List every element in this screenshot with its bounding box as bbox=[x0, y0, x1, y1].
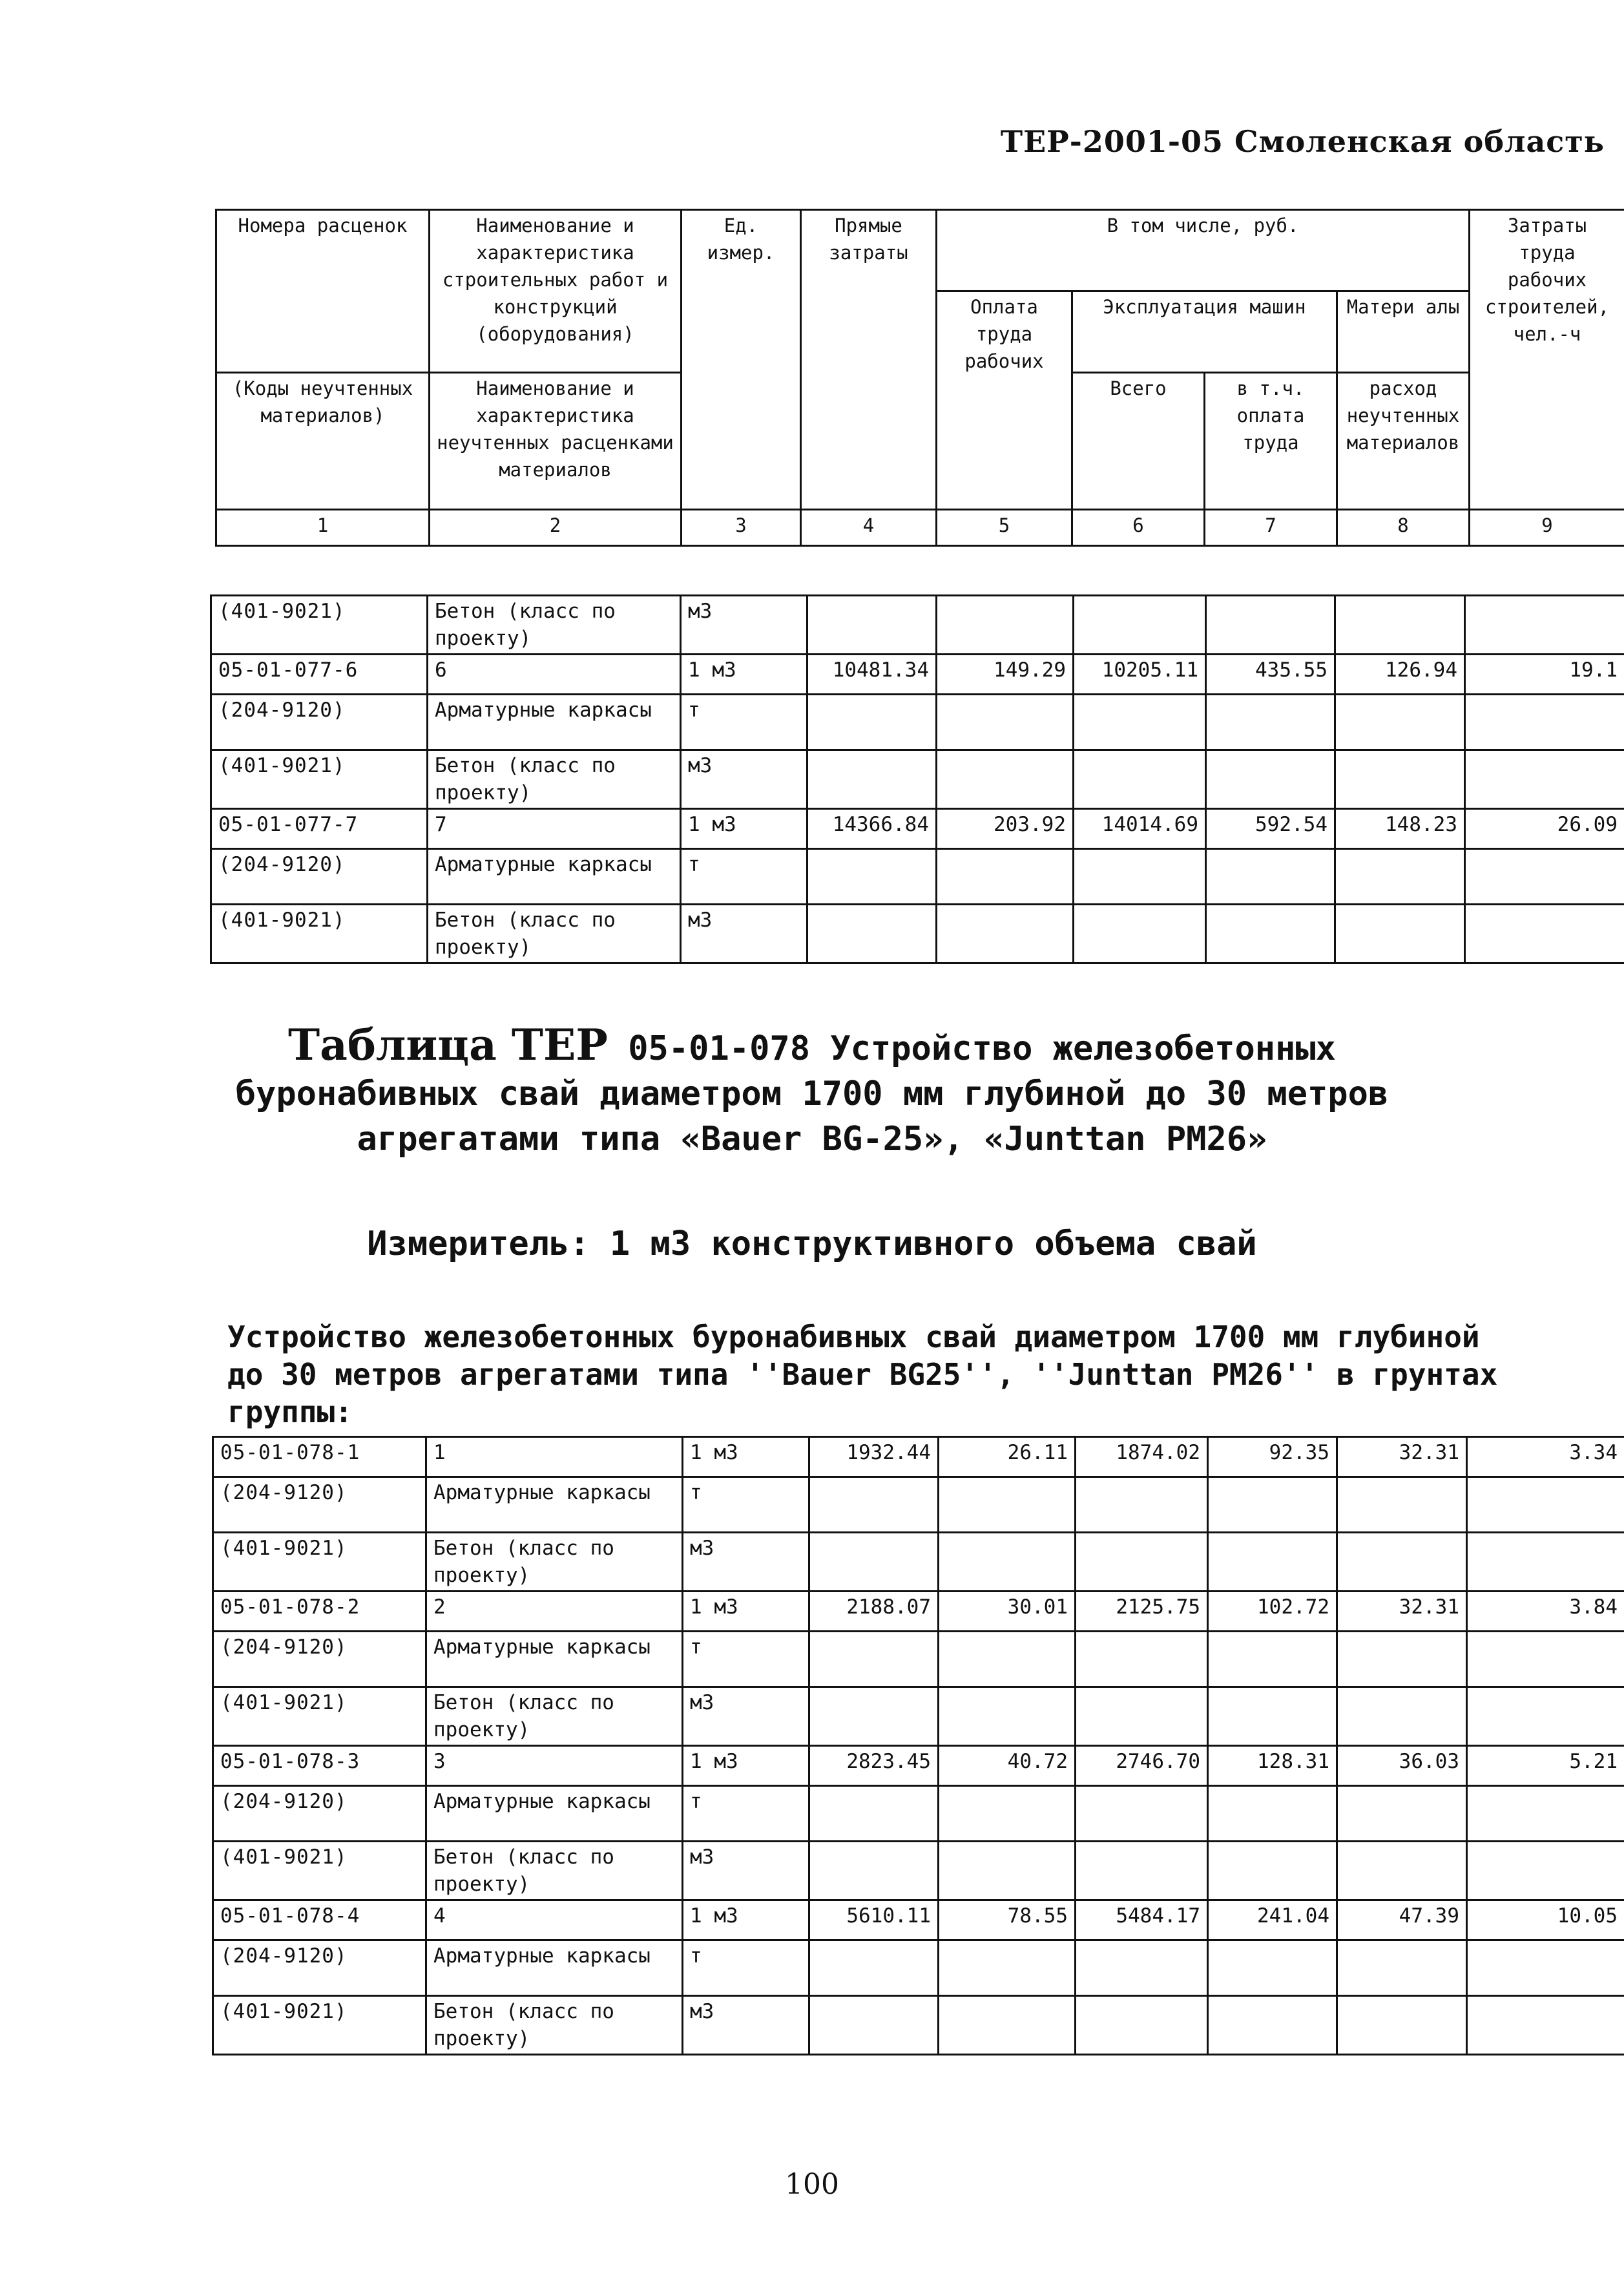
material-row bbox=[213, 1632, 1624, 1687]
cell-materials: 32.31 bbox=[1337, 1592, 1467, 1632]
section-description: Устройство железобетонных буронабивных свай диаметром 1700 мм глубиной до 30 метров агрегатами типа ''Bauer BG25'', ''Junttan PM26'' в грунтах группы: bbox=[227, 1319, 1498, 1429]
row-name: 3 bbox=[426, 1746, 683, 1786]
cell-labor-hours bbox=[1467, 1687, 1624, 1746]
cell-machines-wages bbox=[1208, 1940, 1337, 1996]
cell-wages bbox=[939, 1996, 1076, 2055]
cell-direct-costs: 1932.44 bbox=[809, 1437, 939, 1477]
row-code: (401-9021) bbox=[211, 596, 428, 655]
price-row bbox=[213, 1746, 1624, 1786]
cell-labor-hours bbox=[1467, 1786, 1624, 1842]
row-name: 6 bbox=[428, 655, 681, 695]
cell-machines-total bbox=[1076, 1533, 1208, 1592]
cell-machines-total: 5484.17 bbox=[1076, 1900, 1208, 1940]
cell-machines-total bbox=[1076, 1842, 1208, 1900]
row-name: Бетон (класс по проекту) bbox=[428, 596, 681, 655]
cell-machines-total bbox=[1076, 1477, 1208, 1533]
row-code: (204-9120) bbox=[213, 1632, 426, 1687]
cell-direct-costs bbox=[809, 1477, 939, 1533]
row-code: 05-01-077-7 bbox=[211, 809, 428, 849]
cell-labor-hours bbox=[1465, 905, 1624, 963]
col-number: 3 bbox=[682, 510, 801, 546]
row-code: (204-9120) bbox=[213, 1477, 426, 1533]
cell-materials bbox=[1335, 596, 1465, 655]
cell-labor-hours bbox=[1465, 695, 1624, 750]
cell-materials: 47.39 bbox=[1337, 1900, 1467, 1940]
col-header-unaccounted-codes: (Коды неучтенных материалов) bbox=[216, 373, 430, 510]
continuation-table bbox=[210, 594, 1624, 964]
row-unit: т bbox=[683, 1786, 809, 1842]
cell-materials bbox=[1337, 1632, 1467, 1687]
material-row bbox=[213, 1940, 1624, 1996]
row-name: 1 bbox=[426, 1437, 683, 1477]
cell-wages: 203.92 bbox=[937, 809, 1074, 849]
row-name: Арматурные каркасы bbox=[426, 1632, 683, 1687]
cell-direct-costs bbox=[809, 1842, 939, 1900]
cell-materials bbox=[1337, 1687, 1467, 1746]
cell-wages bbox=[939, 1632, 1076, 1687]
cell-machines-wages bbox=[1206, 849, 1335, 905]
cell-wages bbox=[939, 1842, 1076, 1900]
table-title bbox=[0, 1022, 1624, 1162]
col-header-materials: Матери алы bbox=[1337, 291, 1470, 373]
material-row bbox=[211, 596, 1624, 655]
col-number: 5 bbox=[937, 510, 1072, 546]
price-row bbox=[213, 1437, 1624, 1477]
col-header-codes: Номера расценок bbox=[216, 210, 430, 373]
cell-direct-costs bbox=[807, 849, 937, 905]
cell-machines-wages bbox=[1208, 1687, 1337, 1746]
cell-machines-wages: 435.55 bbox=[1206, 655, 1335, 695]
col-header-name: Наименование и характеристика строительных работ и конструкций (оборудования) bbox=[430, 210, 682, 373]
cell-wages bbox=[937, 695, 1074, 750]
col-number: 9 bbox=[1470, 510, 1624, 546]
row-unit: 1 м3 bbox=[683, 1437, 809, 1477]
col-header-machines-total: Всего bbox=[1072, 373, 1205, 510]
row-name: Бетон (класс по проекту) bbox=[426, 1996, 683, 2055]
page-number: 100 bbox=[785, 2168, 839, 2201]
cell-direct-costs bbox=[807, 750, 937, 809]
cell-labor-hours bbox=[1465, 596, 1624, 655]
row-unit: м3 bbox=[683, 1996, 809, 2055]
page-header-title: ТЕР-2001-05 Смоленская область bbox=[1000, 124, 1605, 159]
cell-materials bbox=[1337, 1940, 1467, 1996]
cell-machines-wages: 592.54 bbox=[1206, 809, 1335, 849]
cell-labor-hours bbox=[1467, 1477, 1624, 1533]
row-code: (204-9120) bbox=[213, 1786, 426, 1842]
row-code: (401-9021) bbox=[213, 1842, 426, 1900]
cell-machines-wages bbox=[1208, 1786, 1337, 1842]
table-title-line1: 05-01-078 Устройство железобетонных bbox=[628, 1029, 1336, 1068]
material-row bbox=[211, 750, 1624, 809]
table-title-lead: Таблица ТЕР bbox=[288, 1020, 608, 1070]
row-code: 05-01-078-2 bbox=[213, 1592, 426, 1632]
cell-machines-total bbox=[1076, 1996, 1208, 2055]
cell-machines-total bbox=[1074, 596, 1206, 655]
cell-machines-total: 1874.02 bbox=[1076, 1437, 1208, 1477]
row-name: Арматурные каркасы bbox=[426, 1786, 683, 1842]
cell-direct-costs bbox=[809, 1996, 939, 2055]
col-header-machines-wages: в т.ч. оплата труда bbox=[1205, 373, 1337, 510]
cell-materials bbox=[1337, 1996, 1467, 2055]
row-name: Бетон (класс по проекту) bbox=[426, 1842, 683, 1900]
cell-labor-hours bbox=[1467, 1533, 1624, 1592]
cell-direct-costs bbox=[807, 695, 937, 750]
col-header-wages: Оплата труда рабочих bbox=[937, 291, 1072, 510]
material-row bbox=[213, 1786, 1624, 1842]
cell-machines-total bbox=[1076, 1940, 1208, 1996]
row-name: Арматурные каркасы bbox=[426, 1477, 683, 1533]
row-name: Бетон (класс по проекту) bbox=[426, 1533, 683, 1592]
cell-wages: 149.29 bbox=[937, 655, 1074, 695]
cell-wages: 78.55 bbox=[939, 1900, 1076, 1940]
row-code: 05-01-077-6 bbox=[211, 655, 428, 695]
cell-wages bbox=[939, 1786, 1076, 1842]
cell-machines-wages bbox=[1208, 1632, 1337, 1687]
cell-materials: 36.03 bbox=[1337, 1746, 1467, 1786]
cell-machines-wages: 102.72 bbox=[1208, 1592, 1337, 1632]
cell-materials bbox=[1335, 750, 1465, 809]
material-row bbox=[213, 1996, 1624, 2055]
material-row bbox=[211, 695, 1624, 750]
row-name: Бетон (класс по проекту) bbox=[428, 750, 681, 809]
row-unit: 1 м3 bbox=[683, 1746, 809, 1786]
col-header-including: В том числе, руб. bbox=[937, 210, 1470, 291]
col-header-machine-operation: Эксплуатация машин bbox=[1072, 291, 1337, 373]
cell-wages: 26.11 bbox=[939, 1437, 1076, 1477]
cell-materials: 126.94 bbox=[1335, 655, 1465, 695]
col-number: 7 bbox=[1205, 510, 1337, 546]
cell-labor-hours: 5.21 bbox=[1467, 1746, 1624, 1786]
col-header-direct-costs: Прямые затраты bbox=[801, 210, 937, 510]
col-header-unaccounted-name: Наименование и характеристика неучтенных расценками материалов bbox=[430, 373, 682, 510]
row-code: (401-9021) bbox=[213, 1996, 426, 2055]
table-title-line2: буронабивных свай диаметром 1700 мм глубиной до 30 метров bbox=[235, 1075, 1389, 1113]
cell-direct-costs: 14366.84 bbox=[807, 809, 937, 849]
col-header-unaccounted-consumption: расход неучтенных материалов bbox=[1337, 373, 1470, 510]
row-code: (401-9021) bbox=[213, 1687, 426, 1746]
cell-labor-hours: 3.34 bbox=[1467, 1437, 1624, 1477]
cell-labor-hours bbox=[1467, 1842, 1624, 1900]
col-number: 4 bbox=[801, 510, 937, 546]
cell-machines-total bbox=[1076, 1687, 1208, 1746]
row-unit: 1 м3 bbox=[683, 1592, 809, 1632]
cell-labor-hours bbox=[1467, 1632, 1624, 1687]
price-row bbox=[211, 655, 1624, 695]
row-unit: м3 bbox=[683, 1687, 809, 1746]
cell-direct-costs bbox=[809, 1632, 939, 1687]
cell-wages bbox=[937, 905, 1074, 963]
cell-materials: 148.23 bbox=[1335, 809, 1465, 849]
cell-machines-total bbox=[1074, 849, 1206, 905]
cell-machines-wages bbox=[1208, 1477, 1337, 1533]
cell-direct-costs bbox=[809, 1533, 939, 1592]
cell-wages bbox=[937, 849, 1074, 905]
col-header-unit: Ед. измер. bbox=[682, 210, 801, 510]
row-code: (204-9120) bbox=[211, 849, 428, 905]
cell-machines-total bbox=[1074, 695, 1206, 750]
cell-materials bbox=[1337, 1477, 1467, 1533]
row-name: Бетон (класс по проекту) bbox=[426, 1687, 683, 1746]
row-unit: м3 bbox=[681, 596, 807, 655]
cell-wages bbox=[937, 750, 1074, 809]
column-header-table bbox=[215, 209, 1624, 547]
row-unit: т bbox=[683, 1632, 809, 1687]
row-unit: м3 bbox=[681, 905, 807, 963]
cell-labor-hours bbox=[1467, 1940, 1624, 1996]
row-unit: 1 м3 bbox=[681, 655, 807, 695]
cell-machines-wages bbox=[1208, 1842, 1337, 1900]
material-row bbox=[213, 1477, 1624, 1533]
cell-materials bbox=[1337, 1842, 1467, 1900]
row-name: 2 bbox=[426, 1592, 683, 1632]
pricing-table bbox=[212, 1436, 1624, 2055]
cell-wages bbox=[937, 596, 1074, 655]
cell-direct-costs: 10481.34 bbox=[807, 655, 937, 695]
col-number: 1 bbox=[216, 510, 430, 546]
cell-wages bbox=[939, 1533, 1076, 1592]
price-row bbox=[213, 1900, 1624, 1940]
col-number: 6 bbox=[1072, 510, 1205, 546]
cell-direct-costs: 2823.45 bbox=[809, 1746, 939, 1786]
cell-machines-total: 2746.70 bbox=[1076, 1746, 1208, 1786]
col-number: 8 bbox=[1337, 510, 1470, 546]
cell-materials bbox=[1337, 1786, 1467, 1842]
cell-wages bbox=[939, 1477, 1076, 1533]
price-row bbox=[211, 809, 1624, 849]
row-code: (401-9021) bbox=[211, 750, 428, 809]
cell-machines-wages bbox=[1206, 750, 1335, 809]
col-header-labor-costs: Затраты труда рабочих строителей, чел.-ч bbox=[1470, 210, 1624, 510]
cell-machines-wages: 92.35 bbox=[1208, 1437, 1337, 1477]
material-row bbox=[213, 1687, 1624, 1746]
material-row bbox=[211, 849, 1624, 905]
row-code: 05-01-078-1 bbox=[213, 1437, 426, 1477]
material-row bbox=[211, 905, 1624, 963]
cell-machines-wages: 128.31 bbox=[1208, 1746, 1337, 1786]
cell-direct-costs: 2188.07 bbox=[809, 1592, 939, 1632]
row-code: (204-9120) bbox=[213, 1940, 426, 1996]
cell-machines-total bbox=[1076, 1632, 1208, 1687]
row-unit: м3 bbox=[683, 1842, 809, 1900]
row-name: Арматурные каркасы bbox=[428, 695, 681, 750]
cell-materials bbox=[1335, 695, 1465, 750]
cell-machines-total bbox=[1074, 750, 1206, 809]
cell-materials bbox=[1335, 849, 1465, 905]
cell-wages bbox=[939, 1687, 1076, 1746]
row-code: 05-01-078-3 bbox=[213, 1746, 426, 1786]
cell-labor-hours: 3.84 bbox=[1467, 1592, 1624, 1632]
row-unit: т bbox=[681, 849, 807, 905]
material-row bbox=[213, 1842, 1624, 1900]
row-name: Арматурные каркасы bbox=[428, 849, 681, 905]
cell-machines-wages bbox=[1206, 905, 1335, 963]
row-code: (401-9021) bbox=[213, 1533, 426, 1592]
cell-machines-wages: 241.04 bbox=[1208, 1900, 1337, 1940]
cell-wages: 30.01 bbox=[939, 1592, 1076, 1632]
cell-direct-costs bbox=[809, 1786, 939, 1842]
cell-labor-hours: 19.1 bbox=[1465, 655, 1624, 695]
cell-labor-hours bbox=[1467, 1996, 1624, 2055]
cell-materials bbox=[1335, 905, 1465, 963]
cell-wages bbox=[939, 1940, 1076, 1996]
cell-machines-wages bbox=[1208, 1533, 1337, 1592]
row-code: (401-9021) bbox=[211, 905, 428, 963]
cell-machines-total bbox=[1074, 905, 1206, 963]
measure-unit: Измеритель: 1 м3 конструктивного объема свай bbox=[367, 1225, 1257, 1263]
cell-direct-costs: 5610.11 bbox=[809, 1900, 939, 1940]
row-unit: т bbox=[683, 1940, 809, 1996]
cell-labor-hours: 26.09 bbox=[1465, 809, 1624, 849]
cell-machines-wages bbox=[1206, 695, 1335, 750]
cell-direct-costs bbox=[809, 1940, 939, 1996]
row-name: Бетон (класс по проекту) bbox=[428, 905, 681, 963]
cell-direct-costs bbox=[807, 596, 937, 655]
material-row bbox=[213, 1533, 1624, 1592]
col-number: 2 bbox=[430, 510, 682, 546]
cell-machines-total bbox=[1076, 1786, 1208, 1842]
cell-direct-costs bbox=[807, 905, 937, 963]
cell-direct-costs bbox=[809, 1687, 939, 1746]
cell-materials: 32.31 bbox=[1337, 1437, 1467, 1477]
row-unit: м3 bbox=[681, 750, 807, 809]
row-name: Арматурные каркасы bbox=[426, 1940, 683, 1996]
cell-wages: 40.72 bbox=[939, 1746, 1076, 1786]
cell-machines-total: 10205.11 bbox=[1074, 655, 1206, 695]
cell-machines-total: 2125.75 bbox=[1076, 1592, 1208, 1632]
row-code: (204-9120) bbox=[211, 695, 428, 750]
row-name: 7 bbox=[428, 809, 681, 849]
cell-materials bbox=[1337, 1533, 1467, 1592]
cell-machines-wages bbox=[1206, 596, 1335, 655]
table-title-line3: агрегатами типа «Bauer BG-25», «Junttan PM26» bbox=[357, 1120, 1267, 1159]
row-unit: 1 м3 bbox=[681, 809, 807, 849]
row-code: 05-01-078-4 bbox=[213, 1900, 426, 1940]
cell-labor-hours: 10.05 bbox=[1467, 1900, 1624, 1940]
cell-machines-total: 14014.69 bbox=[1074, 809, 1206, 849]
row-unit: т bbox=[683, 1477, 809, 1533]
price-row bbox=[213, 1592, 1624, 1632]
cell-labor-hours bbox=[1465, 849, 1624, 905]
cell-labor-hours bbox=[1465, 750, 1624, 809]
row-unit: м3 bbox=[683, 1533, 809, 1592]
row-name: 4 bbox=[426, 1900, 683, 1940]
row-unit: 1 м3 bbox=[683, 1900, 809, 1940]
row-unit: т bbox=[681, 695, 807, 750]
cell-machines-wages bbox=[1208, 1996, 1337, 2055]
